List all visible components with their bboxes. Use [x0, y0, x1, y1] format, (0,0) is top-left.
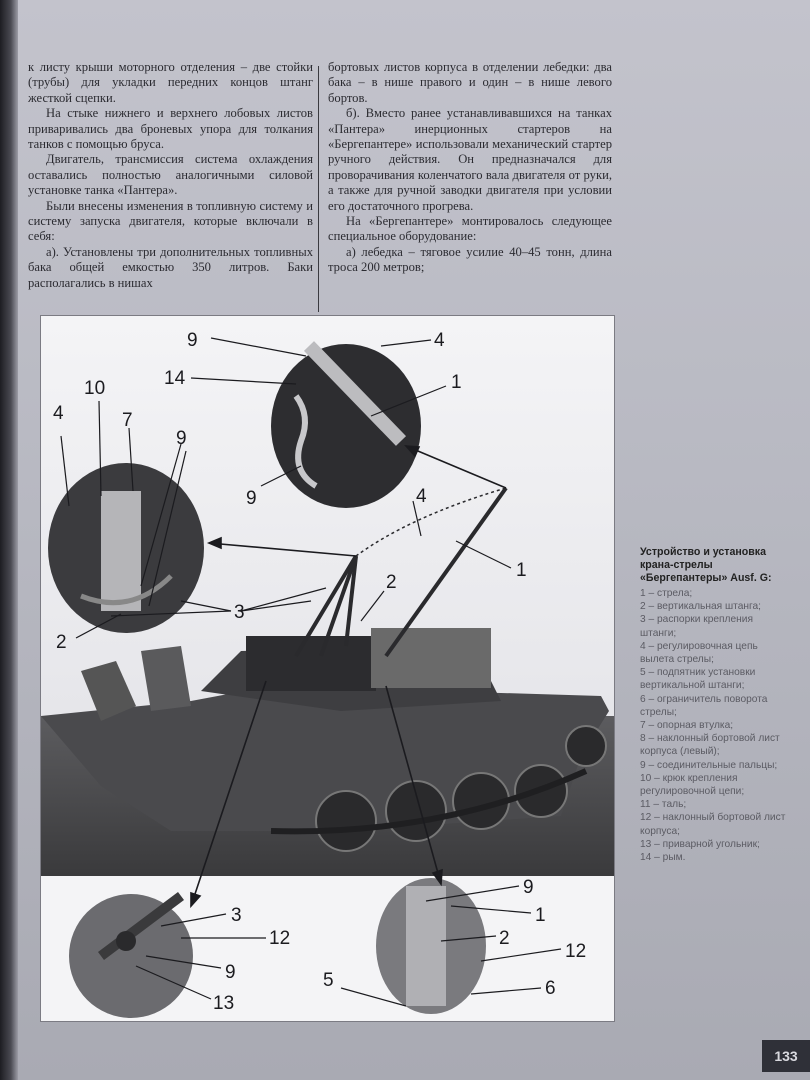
paragraph: Были внесены изменения в топливную систему и систему запуска двигателя, которые включали в себя: [28, 198, 313, 244]
caption-item: 8 – наклонный бортовой лист корпуса (левый); [640, 733, 780, 758]
caption-item: 1 – стрела; [640, 588, 693, 599]
label-2: 2 [386, 572, 397, 593]
label-4: 4 [416, 486, 427, 507]
detail-bottom-left [69, 894, 193, 1018]
caption-item: 4 – регулировочная цепь вылета стрелы; [640, 640, 758, 666]
label-4: 4 [53, 403, 64, 424]
label-4: 4 [434, 330, 445, 351]
paragraph: На стыке нижнего и верхнего лобовых листов приваривались два броневых упора для толкания танков с помощью бруса. [28, 106, 313, 152]
paragraph: Двигатель, трансмиссия система охлаждения оставались полностью аналогичными силовой установке танка «Пантера». [28, 152, 313, 198]
paragraph: а). Установлены три дополнительных топливных бака общей емкостью 350 литров. Баки располагались в нишах [28, 244, 313, 290]
label-1: 1 [516, 560, 527, 581]
paragraph: к листу крыши моторного отделения – две стойки (трубы) для укладки передних концов штанг жесткой сцепки. [28, 60, 313, 105]
label-9: 9 [523, 877, 534, 898]
label-5: 5 [323, 970, 334, 991]
label-2: 2 [499, 928, 510, 949]
detail-left [48, 463, 204, 633]
label-3: 3 [231, 905, 242, 926]
label-12: 12 [565, 941, 587, 962]
page-number: 133 [762, 1040, 810, 1072]
label-6: 6 [545, 978, 556, 999]
paragraph: бортовых листов корпуса в отделении лебедки: два бака – в нише правого и один – в нише левого бортов. [328, 60, 612, 105]
column-divider [318, 66, 319, 312]
label-7: 7 [122, 410, 133, 431]
label-14: 14 [164, 368, 186, 389]
tank-body [41, 628, 609, 851]
label-9: 9 [246, 488, 257, 509]
tank-photo-figure [40, 315, 615, 1022]
caption-item: 2 – вертикальная штанга; [640, 601, 761, 613]
paragraph: На «Бергепантере» монтировалось следующее специальное оборудование: [328, 214, 612, 244]
label-1: 1 [535, 905, 546, 926]
figure-illustration [41, 316, 614, 1021]
label-13: 13 [213, 993, 235, 1014]
caption-item: 5 – подпятник установки вертикальной штанги; [640, 667, 756, 692]
cargo-crate [371, 628, 491, 688]
caption-item: 3 – распорки крепления штанги; [640, 614, 753, 639]
label-12: 12 [269, 928, 291, 949]
caption-item: 10 – крюк крепления регулировочной цепи; [640, 772, 745, 798]
label-9: 9 [187, 330, 198, 351]
caption-item: 9 – соединительные пальцы; [640, 759, 778, 771]
paragraph: б). Вместо ранее устанавливавшихся на танках «Пантера» инерционных стартеров на «Бергепантере» использовали механический стартер ручного действия. Он предназначался для проворачивания коленчатого вала двигателя от руки, а также для ручной заводки двигателя при условии его достаточного прогрева. [328, 106, 612, 213]
caption-item: 6 – ограничитель поворота стрелы; [640, 693, 768, 718]
caption-item: 7 – опорная втулка; [640, 720, 734, 732]
book-spine [0, 0, 18, 1080]
caption-item: 11 – таль; [640, 799, 687, 811]
label-3: 3 [234, 602, 245, 623]
right-text-column [328, 60, 612, 276]
detail-top [271, 344, 421, 508]
label-9: 9 [225, 962, 236, 983]
detail-bottom-right [376, 878, 486, 1014]
label-10: 10 [84, 378, 106, 399]
figure-caption [640, 546, 790, 864]
caption-item: 13 – приварной угольник; [640, 838, 760, 850]
caption-title: Устройство и установка крана-стрелы «Бергепантеры» Ausf. G: [640, 546, 772, 584]
left-text-column [28, 60, 313, 291]
label-1: 1 [451, 372, 462, 393]
label-9: 9 [176, 428, 187, 449]
paragraph: а) лебедка – тяговое усилие 40–45 тонн, длина троса 200 метров; [328, 244, 612, 275]
caption-item: 14 – рым. [640, 852, 686, 864]
label-2: 2 [56, 632, 67, 653]
caption-item: 12 – наклонный бортовой лист корпуса; [640, 812, 786, 837]
